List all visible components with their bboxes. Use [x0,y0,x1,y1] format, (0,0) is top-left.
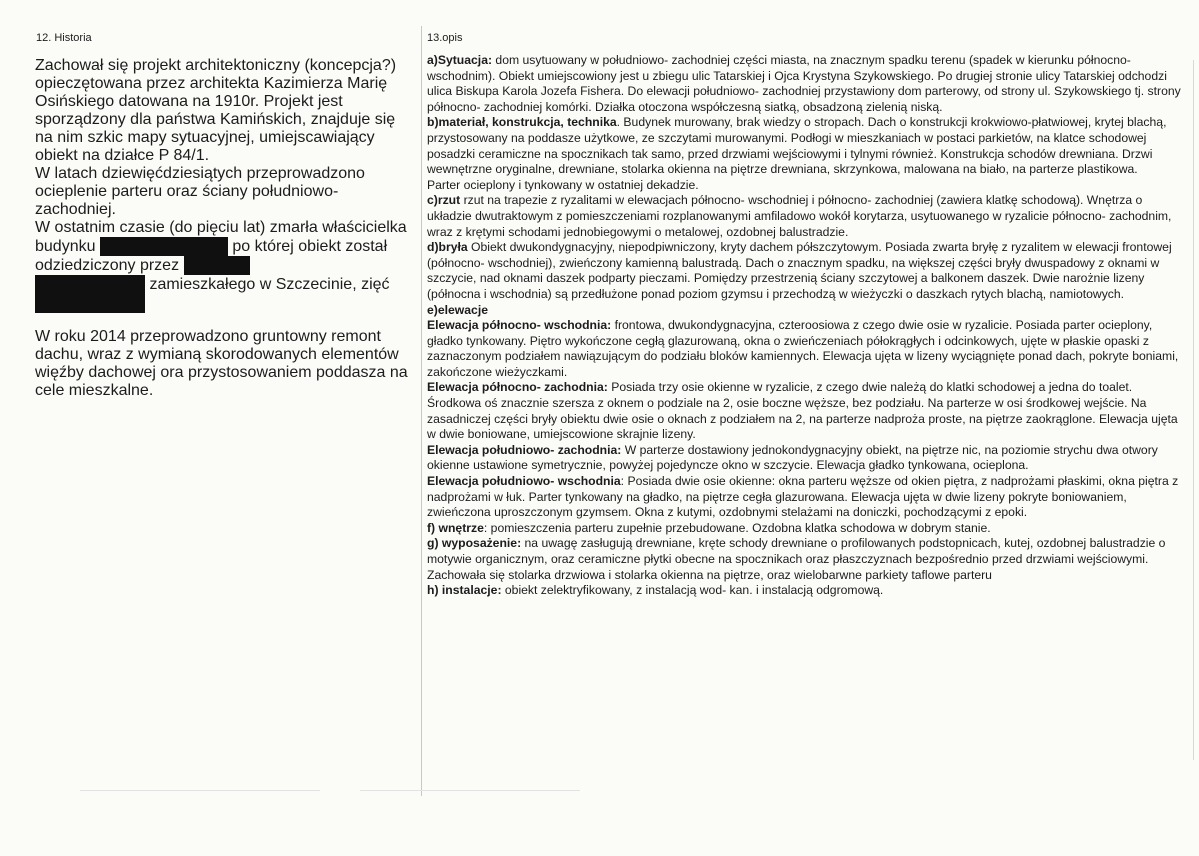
redaction-bar [35,294,145,313]
subsection-label: Elewacja południowo- zachodnia: [427,442,622,457]
subsection-label: e)elewacje [427,302,488,317]
subsection-text: Posiada trzy osie okienne w ryzalicie, z czego dwie należą do klatki schodowej a jedna do toalet. Środkowa oś znacznie szersza z oknem o podziale na 2, osie boczne węższe, bez podziału. Na parterze w osi środkowej wejście. Na zasadniczej części bryły obiektu dwie osie o oknach z podziałem na 2, na parterze nadproża proste, na piętrze zaokrąglone. Elewacja ujęta w dwie boniowane, umiejscowione skrajnie lizeny. [427,380,1178,442]
opis-material-note: Parter ocieplony i tynkowany w ostatniej dekadzie. [427,177,699,192]
subsection-label: Elewacja północno- wschodnia: [427,318,612,333]
opis-text [427,53,1187,599]
redaction-bar [184,256,250,275]
section-heading-historia: 12. Historia [36,32,92,44]
subsection-label: g) wyposażenie: [427,536,522,551]
subsection-text: Obiekt dwukondygnacyjny, niepodpiwniczony, kryty dachem półszczytowym. Posiada zwarta bryłę z ryzalitem w elewacji frontowej (północno- wschodniej), zwieńczony kamienną balustradą. Dach o znacznym spadku, na większej części bryły dwuspadowy z oknami w szczycie, nad oknami daszek podparty pieczami. Pomiędzy przestrzenią ściany szczytowej a balkonem daszek. Dwie narożnie lizeny (północna i wschodnia) są przedłużone ponad poziom gzymsu i przechodzą w wieżyczki o daszkach rytych blachą, namiotowych. [427,240,1172,301]
subsection-label: b)materiał, konstrukcja, technika [427,115,617,130]
subsection-text: na uwagę zasługują drewniane, kręte schody drewniane o profilowanych podstopnicach, kutej, ozdobnej balustradzie o motywie organicznym, oraz ceramiczne płytki obecne na spocznikach oraz płaszczyznach bezpośrednio przed drzwiami wejściowymi. Zachowała się stolarka drzwiowa i stolarka okienna na piętrze, oraz wielobarwne parkiety taflowe parteru [427,536,1166,582]
opis-sytuacja [427,53,1187,115]
scan-artifact-line [80,790,320,791]
subsection-label: c)rzut [427,193,461,208]
opis-material [427,115,1187,177]
redaction-bar [35,275,145,294]
subsection-label: Elewacja północno- zachodnia: [427,380,608,395]
historia-paragraph [35,219,417,313]
subsection-label: Elewacja południowo- wschodnia [427,474,621,489]
column-divider [421,26,422,796]
historia-text-span: W ostatnim czasie (do pięciu lat) zmarła właścicielka budynku [35,219,407,255]
subsection-text: frontowa, dwukondygnacyjna, czteroosiowa z czego dwie osie w ryzalicie. Posiada parter ocieplony, gładko tynkowany. Piętro wykończone cegłą glazurowaną, okna o zwieńczeniach półokrągłych i odcinkowych, ujęte w płaskie opaski z zaznaczonym podziałem nawiązującym do podziału bloków kamiennych. Elewacja ujęta w lizeny wyciągnięte ponad dach, pokryte boniami, zakończone wieżyczkami. [427,318,1179,379]
historia-paragraph: W roku 2014 przeprowadzono gruntowny remont dachu, wraz z wymianą skorodowanych elementów więźby dachowej ora przystosowaniem poddasza na cele mieszkalne. [35,328,408,399]
subsection-text: . Budynek murowany, brak wiedzy o stropach. Dach o konstrukcji krokwiowo-płatwiowej, krytej blachą, przystosowany na poddasze użytkowe, ze szczytami murowanymi. Podłogi w mieszkaniach w postaci parkietów, na klatce schodowej posadzki ceramiczne na spocznikach tak samo, przed drzwiami wejściowymi i tylnymi również. Konstrukcja schodów drewniana. Drzwi wewnętrzne oryginalne, drewniane, stolarka okienna na piętrze drewniana, skrzynkowa, malowana na biało, na parterze plastikowa. [427,115,1167,177]
redaction-bar [100,237,228,256]
subsection-text: W parterze dostawiony jednokondygnacyjny obiekt, na piętrze nic, na poziomie strychu dwa otwory okienne ustawione symetrycznie, powyżej pojedyncze okno w szczycie. Elewacja gładko tynkowana, ocieplona. [427,442,1158,473]
opis-instalacje [427,583,1187,599]
subsection-label: f) wnętrze [427,520,484,535]
historia-paragraph: Zachował się projekt architektoniczny (koncepcja?) opieczętowana przez architekta Kazimierza Marię Osińskiego datowana na 1910r. Projekt jest sporządzony dla państwa Kamińskich, znajduje się na nim szkic mapy sytuacyjnej, umiejscawiający obiekt na działce P 84/1. [35,57,397,164]
opis-wnetrze [427,521,1187,537]
subsection-text: : pomieszczenia parteru zupełnie przebudowane. Ozdobna klatka schodowa w dobrym stanie. [483,520,991,535]
opis-elewacja-pn-wsch [427,318,1187,380]
subsection-text: rzut na trapezie z ryzalitami w elewacjach północno- wschodniej i północno- zachodniej (zawiera klatkę schodową). Wnętrza o układzie dwutraktowym z pomieszczeniami rozplanowanymi amfiladowo wokół korytarza, usytuowanego w ryzalicie północno- zachodnim, wraz z krętymi schodami jednobiegowymi o metalowej, ozdobnej balustradzie. [427,193,1172,239]
opis-elewacja-pn-zach [427,380,1187,442]
opis-bryla [427,240,1187,302]
opis-wyposazenie [427,536,1187,583]
section-heading-opis: 13.opis [427,32,463,44]
scan-artifact-line [360,790,580,791]
subsection-label: a)Sytuacja: [427,53,493,67]
subsection-label: h) instalacje: [427,583,502,598]
historia-text-span: zamieszkałego w Szczecinie, zięć [145,276,390,293]
historia-text [35,57,417,400]
historia-paragraph: W latach dziewięćdziesiątych przeprowadzono ocieplenie parteru oraz ściany południowo-zachodniej. [35,165,365,218]
page-edge-line [1193,60,1194,760]
opis-elewacja-pd-wsch [427,474,1187,521]
subsection-label: d)bryła [427,240,468,255]
subsection-text: dom usytuowany w południowo- zachodniej części miasta, na znacznym spadku terenu (spadek w kierunku północno-wschodnim). Obiekt umiejscowiony jest u zbiegu ulic Tatarskiej i Ojca Krystyna Szykowskiego. Po drugiej stronie ulicy Tatarskiej odchodzi ulica Biskupa Karola Jozefa Fishera. Do elewacji południowo- zachodniej przystawiony dom parterowy, od strony ul. Szykowskiego tj. strony północno- zachodniej komórki. Działka otoczona współczesną siatką, obsadzoną zielenią niską. [427,53,1181,114]
opis-rzut [427,193,1187,240]
opis-elewacja-pd-zach [427,443,1187,474]
subsection-text: obiekt zelektryfikowany, z instalacją wod- kan. i instalacją odgromową. [501,583,884,598]
subsection-text: : Posiada dwie osie okienne: okna parteru węższe od okien piętra, z nadprożami płaskimi, okna piętra z nadprożami w łuk. Parter tynkowany na gładko, na piętrze cegła glazurowana. Elewacja ujęta w dwie lizeny pokryte boniowaniem, zwieńczona uproszczonym gzymsem. Okna z kutymi, ozdobnymi stelażami na doniczki, pochodzącymi z epoki. [427,474,1179,520]
historia-text-span: po której obiekt został odziedziczony przez [35,238,388,274]
opis-elewacje-heading [427,303,1187,319]
